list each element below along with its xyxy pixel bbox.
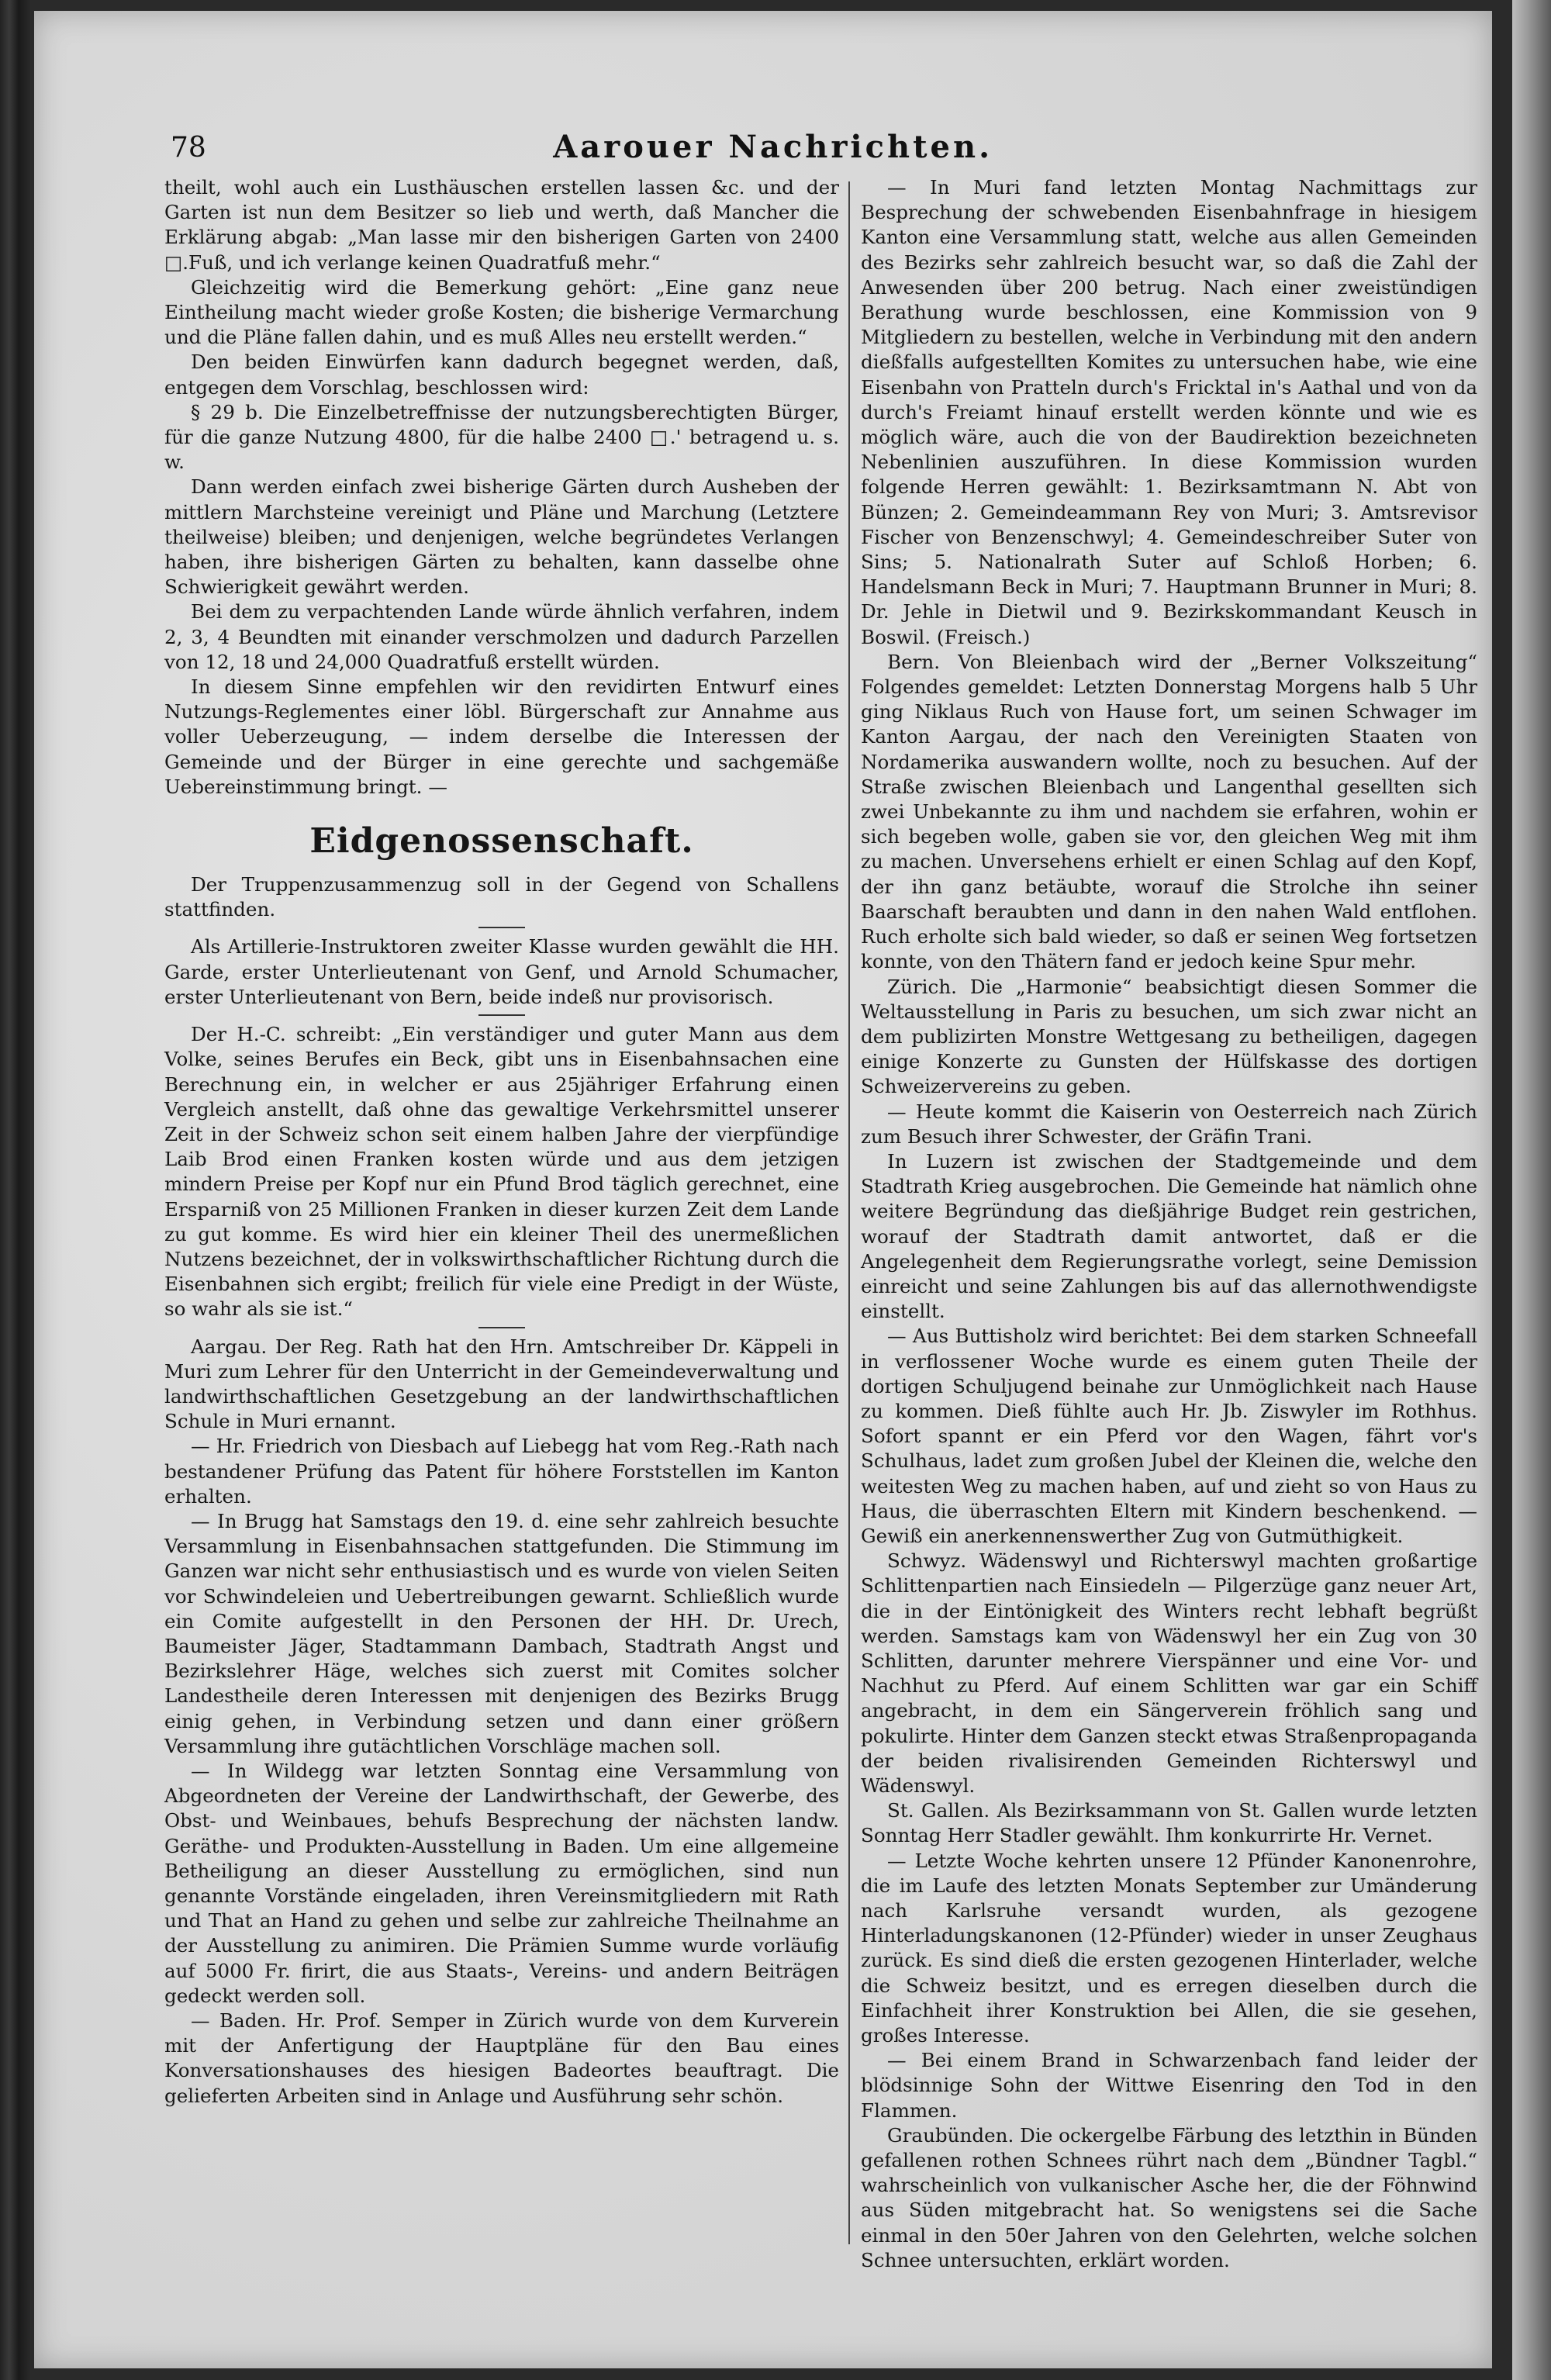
paragraph: — Heute kommt die Kaiserin von Oesterreich nach Zürich zum Besuch ihrer Schwester, der Gräfin Trani.: [861, 1100, 1477, 1148]
paragraph: Zürich. Die „Harmonie“ beabsichtigt diesen Sommer die Weltausstellung in Paris zu besuchen, um sich zwar nicht an dem publizirten Monstre Wettgesang zu betheiligen, dagegen einige Konzerte zu Gunsten der Hülfskasse des dortigen Schweizervereins zu geben.: [861, 975, 1477, 1098]
paragraph: — Hr. Friedrich von Diesbach auf Liebegg hat vom Reg.-Rath nach bestandener Prüfung das Patent für höhere Forststellen im Kanton erhalten.: [164, 1435, 839, 1508]
paragraph: In diesem Sinne empfehlen wir den revidirten Entwurf eines Nutzungs-Reglementes einer löbl. Bürgerschaft zur Annahme aus voller Ueberzeugung, — indem derselbe die Interessen der Gemeinde und der Bürger in eine gerechte und sachgemäße Uebereinstimmung bringt. —: [164, 675, 839, 798]
paragraph: Den beiden Einwürfen kann dadurch begegnet werden, daß, entgegen dem Vorschlag, beschlossen wird:: [164, 351, 839, 399]
right-column: [861, 175, 1477, 2273]
separator: [478, 1327, 525, 1328]
paragraph: — In Brugg hat Samstags den 19. d. eine sehr zahlreich besuchte Versammlung in Eisenbahnsachen stattgefunden. Die Stimmung im Ganzen war nicht sehr enthusiastisch und es wurde von vielen Seiten vor Schwindeleien und Uebertreibungen gewarnt. Schließlich wurde ein Comite aufgestellt in den Personen der HH. Dr. Urech, Baumeister Jäger, Stadtammann Dambach, Stadtrath Angst und Bezirkslehrer Häge, welches sich zuerst mit Comites solcher Landestheile deren Interessen mit denjenigen des Bezirks Brugg einig gehen, in Verbindung setzen und dann einer größern Versammlung ihre gutächtlichen Vorschläge machen soll.: [164, 1509, 839, 1757]
page-number: 78: [171, 132, 206, 164]
paragraph: Graubünden. Die ockergelbe Färbung des letzthin in Bünden gefallenen rothen Schnees rührt nach dem „Bündner Tagbl.“ wahrscheinlich von vulkanischer Asche her, die der Föhnwind aus Süden mitgebracht hat. So wenigstens sei die Sache einmal in den 50er Jahren von den Gelehrten, welche solchen Schnee untersuchten, erklärt worden.: [861, 2123, 1477, 2271]
paragraph: Bern. Von Bleienbach wird der „Berner Volkszeitung“ Folgendes gemeldet: Letzten Donnerstag Morgens halb 5 Uhr ging Niklaus Ruch von Hause fort, um seinen Schwager im Kanton Aargau, der nach den Vereinigten Staaten von Nordamerika auswandern wollte, noch zu besuchen. Auf der Straße zwischen Bleienbach und Langenthal gesellten sich zwei Unbekannte zu ihm und nachdem sie erfahren, wohin er sich begeben wolle, gaben sie vor, den gleichen Weg mit ihm zu machen. Unversehens erhielt er einen Schlag auf den Kopf, der ihn ganz betäubte, worauf die Strolche ihn seiner Baarschaft beraubten und dann in den nahen Wald entflohen. Ruch erholte sich bald wieder, so daß er seinen Weg fortsetzen konnte, von den Thätern fand er jedoch keine Spur mehr.: [861, 650, 1477, 973]
section-title: Eidgenossenschaft.: [309, 821, 694, 862]
paragraph: In Luzern ist zwischen der Stadtgemeinde und dem Stadtrath Krieg ausgebrochen. Die Gemeinde hat nämlich ohne weitere Begründung das dießjährige Budget rein gestrichen, worauf der Stadtrath damit antwortet, daß er die Angelegenheit dem Regierungsrathe vorlegt, seine Demission einreicht und seine Zahlungen bis auf das allernothwendigste einstellt.: [861, 1149, 1477, 1323]
paragraph: Bei dem zu verpachtenden Lande würde ähnlich verfahren, indem 2, 3, 4 Beundten mit einander verschmolzen und dadurch Parzellen von 12, 18 und 24,000 Quadratfuß erstellt würden.: [164, 600, 839, 673]
separator: [478, 1014, 525, 1016]
paragraph: Der Truppenzusammenzug soll in der Gegend von Schallens stattfinden.: [164, 873, 839, 921]
paragraph: — In Wildegg war letzten Sonntag eine Versammlung von Abgeordneten der Vereine der Landwirthschaft, der Gewerbe, des Obst- und Weinbaues, behufs Besprechung der nächsten landw. Geräthe- und Produkten-Ausstellung in Baden. Um eine allgemeine Betheiligung an dieser Ausstellung zu ermöglichen, sind nun genannte Vorstände eingeladen, ihren Vereinsmitgliedern mit Rath und That an Hand zu gehen und selbe zur zahlreiche Theilnahme an der Ausstellung zu animiren. Die Prämien Summe wurde vorläufig auf 5000 Fr. firirt, die aus Staats-, Vereins- und andern Beiträgen gedeckt werden soll.: [164, 1759, 839, 2007]
page-edge: [1512, 0, 1551, 2380]
paragraph: St. Gallen. Als Bezirksammann von St. Gallen wurde letzten Sonntag Herr Stadler gewählt. Ihm konkurrirte Hr. Vernet.: [861, 1799, 1477, 1847]
paragraph: — In Muri fand letzten Montag Nachmittags zur Besprechung der schwebenden Eisenbahnfrage in hiesigem Kanton eine Versammlung statt, welche aus allen Gemeinden des Bezirks sehr zahlreich besucht war, so daß die Zahl der Anwesenden über 200 betrug. Nach einer zweistündigen Berathung wurde beschlossen, eine Kommission von 9 Mitgliedern zu bestellen, welche in Verbindung mit den andern dießfalls aufgestellten Komites zu untersuchen habe, wie eine Eisenbahn von Pratteln durch's Fricktal in's Aathal und von da durch's Freiamt hinauf erstellt werden könnte und wie es möglich wäre, auch die von der Baudirektion bezeichneten Nebenlinien auszuführen. In diese Kommission wurden folgende Herren gewählt: 1. Bezirksamtmann N. Abt von Bünzen; 2. Gemeindeammann Rey von Muri; 3. Amtsrevisor Fischer von Benzenschwyl; 4. Gemeindeschreiber Suter von Sins; 5. Nationalrath Suter auf Schloß Horben; 6. Handelsmann Beck in Muri; 7. Hauptmann Brunner in Muri; 8. Dr. Jehle in Dietwil und 9. Bezirkskommandant Keusch in Boswil. (Freisch.): [861, 176, 1477, 648]
paragraph: — Baden. Hr. Prof. Semper in Zürich wurde von dem Kurverein mit der Anfertigung der Hauptpläne für den Bau eines Konversationshauses des hiesigen Badeortes beauftragt. Die gelieferten Arbeiten sind in Anlage und Ausführung sehr schön.: [164, 2009, 839, 2107]
paragraph: Schwyz. Wädenswyl und Richterswyl machten großartige Schlittenpartien nach Einsiedeln — Pilgerzüge ganz neuer Art, die in der Eintönigkeit des Winters recht lebhaft begrüßt werden. Samstags kam von Wädenswyl her ein Zug von 30 Schlitten, darunter mehrere Vierspänner und eine Vor- und Nachhut zu Pferd. Auf einem Schlitten war gar ein Schiff angebracht, in dem ein Sängerverein fröhlich sang und pokulirte. Hinter dem Ganzen steckt etwas Straßenpropaganda der beiden rivalisirenden Gemeinden Richterswyl und Wädenswyl.: [861, 1549, 1477, 1797]
paragraph: Aargau. Der Reg. Rath hat den Hrn. Amtschreiber Dr. Käppeli in Muri zum Lehrer für den Unterricht in der Gemeindeverwaltung und landwirthschaftlichen Gesetzgebung an der landwirthschaftlichen Schule in Muri ernannt.: [164, 1335, 839, 1433]
masthead: Aarouer Nachrichten.: [553, 129, 993, 165]
paragraph: — Aus Buttisholz wird berichtet: Bei dem starken Schneefall in verflossener Woche wurde es einem guten Theile der dortigen Schuljugend beinahe zur Unmöglichkeit nach Hause zu kommen. Dieß fühlte auch Hr. Jb. Ziswyler im Rothhus. Sofort spannt er ein Pferd vor den Wagen, fährt vor's Schulhaus, ladet zum großen Jubel der Kleinen die, welche den weitesten Weg zu machen haben, auf und zieht so von Haus zu Haus, die überraschten Eltern mit Kindern beschenkend. — Gewiß ein anerkennenswerther Zug von Gutmüthigkeit.: [861, 1325, 1477, 1547]
paragraph: Der H.-C. schreibt: „Ein verständiger und guter Mann aus dem Volke, seines Berufes ein Beck, gibt uns in Eisenbahnsachen eine Berechnung ein, in welcher er aus 25jähriger Erfahrung einen Vergleich anstellt, daß ohne das gewaltige Verkehrsmittel unserer Zeit in der Schweiz schon seit einem halben Jahre der vierpfündige Laib Brod einen Franken kosten würde und aus dem jetzigen mindern Preise per Kopf nur ein Pfund Brod täglich gerechnet, eine Ersparniß von 25 Millionen Franken in dieser kurzen Zeit dem Lande zu gut komme. Es wird hier ein kleiner Theil des unermeßlichen Nutzens bezeichnet, der in volkswirthschaftlicher Richtung durch die Eisenbahnen sich ergibt; freilich für viele eine Predigt in der Wüste, so wahr als sie ist.“: [164, 1023, 839, 1321]
paragraph: § 29 b. Die Einzelbetreffnisse der nutzungsberechtigten Bürger, für die ganze Nutzung 4800, für die halbe 2400 □.' betragend u. s. w.: [164, 400, 839, 474]
separator: [478, 927, 525, 928]
paragraph: — Bei einem Brand in Schwarzenbach fand leider der blödsinnige Sohn der Wittwe Eisenring den Tod in den Flammen.: [861, 2049, 1477, 2122]
left-column: [164, 175, 839, 2109]
paragraph: Als Artillerie-Instruktoren zweiter Klasse wurden gewählt die HH. Garde, erster Unterlieutenant von Genf, und Arnold Schumacher, erster Unterlieutenant von Bern, beide indeß nur provisorisch.: [164, 935, 839, 1008]
paragraph: Gleichzeitig wird die Bemerkung gehört: „Eine ganz neue Eintheilung macht wieder große Kosten; die bisherige Vermarchung und die Pläne fallen dahin, und es muß Alles neu erstellt werden.“: [164, 275, 839, 349]
paragraph: Dann werden einfach zwei bisherige Gärten durch Ausheben der mittlern Marchsteine vereinigt und Pläne und Marchung (Letztere theilweise) bleiben; und denjenigen, welche begründetes Verlangen haben, ihre bisherigen Gärten zu behalten, kann dasselbe ohne Schwierigkeit gewährt werden.: [164, 475, 839, 599]
paragraph: — Letzte Woche kehrten unsere 12 Pfünder Kanonenrohre, die im Laufe des letzten Monats September zur Umänderung nach Karlsruhe versandt wurden, als gezogene Hinterladungskanonen (12-Pfünder) wieder in unser Zeughaus zurück. Es sind dieß die ersten gezogenen Hinterlader, welche die Schweiz besitzt, und es erregen dieselben durch die Einfachheit ihrer Konstruktion bei Allen, die sie gesehen, großes Interesse.: [861, 1849, 1477, 2047]
column-divider: [848, 181, 850, 2244]
paragraph: theilt, wohl auch ein Lusthäuschen erstellen lassen &c. und der Garten ist nun dem Besitzer so lieb und werth, daß Mancher die Erklärung abgab: „Man lasse mir den bisherigen Garten von 2400 □.Fuß, und ich verlange keinen Quadratfuß mehr.“: [164, 176, 839, 274]
